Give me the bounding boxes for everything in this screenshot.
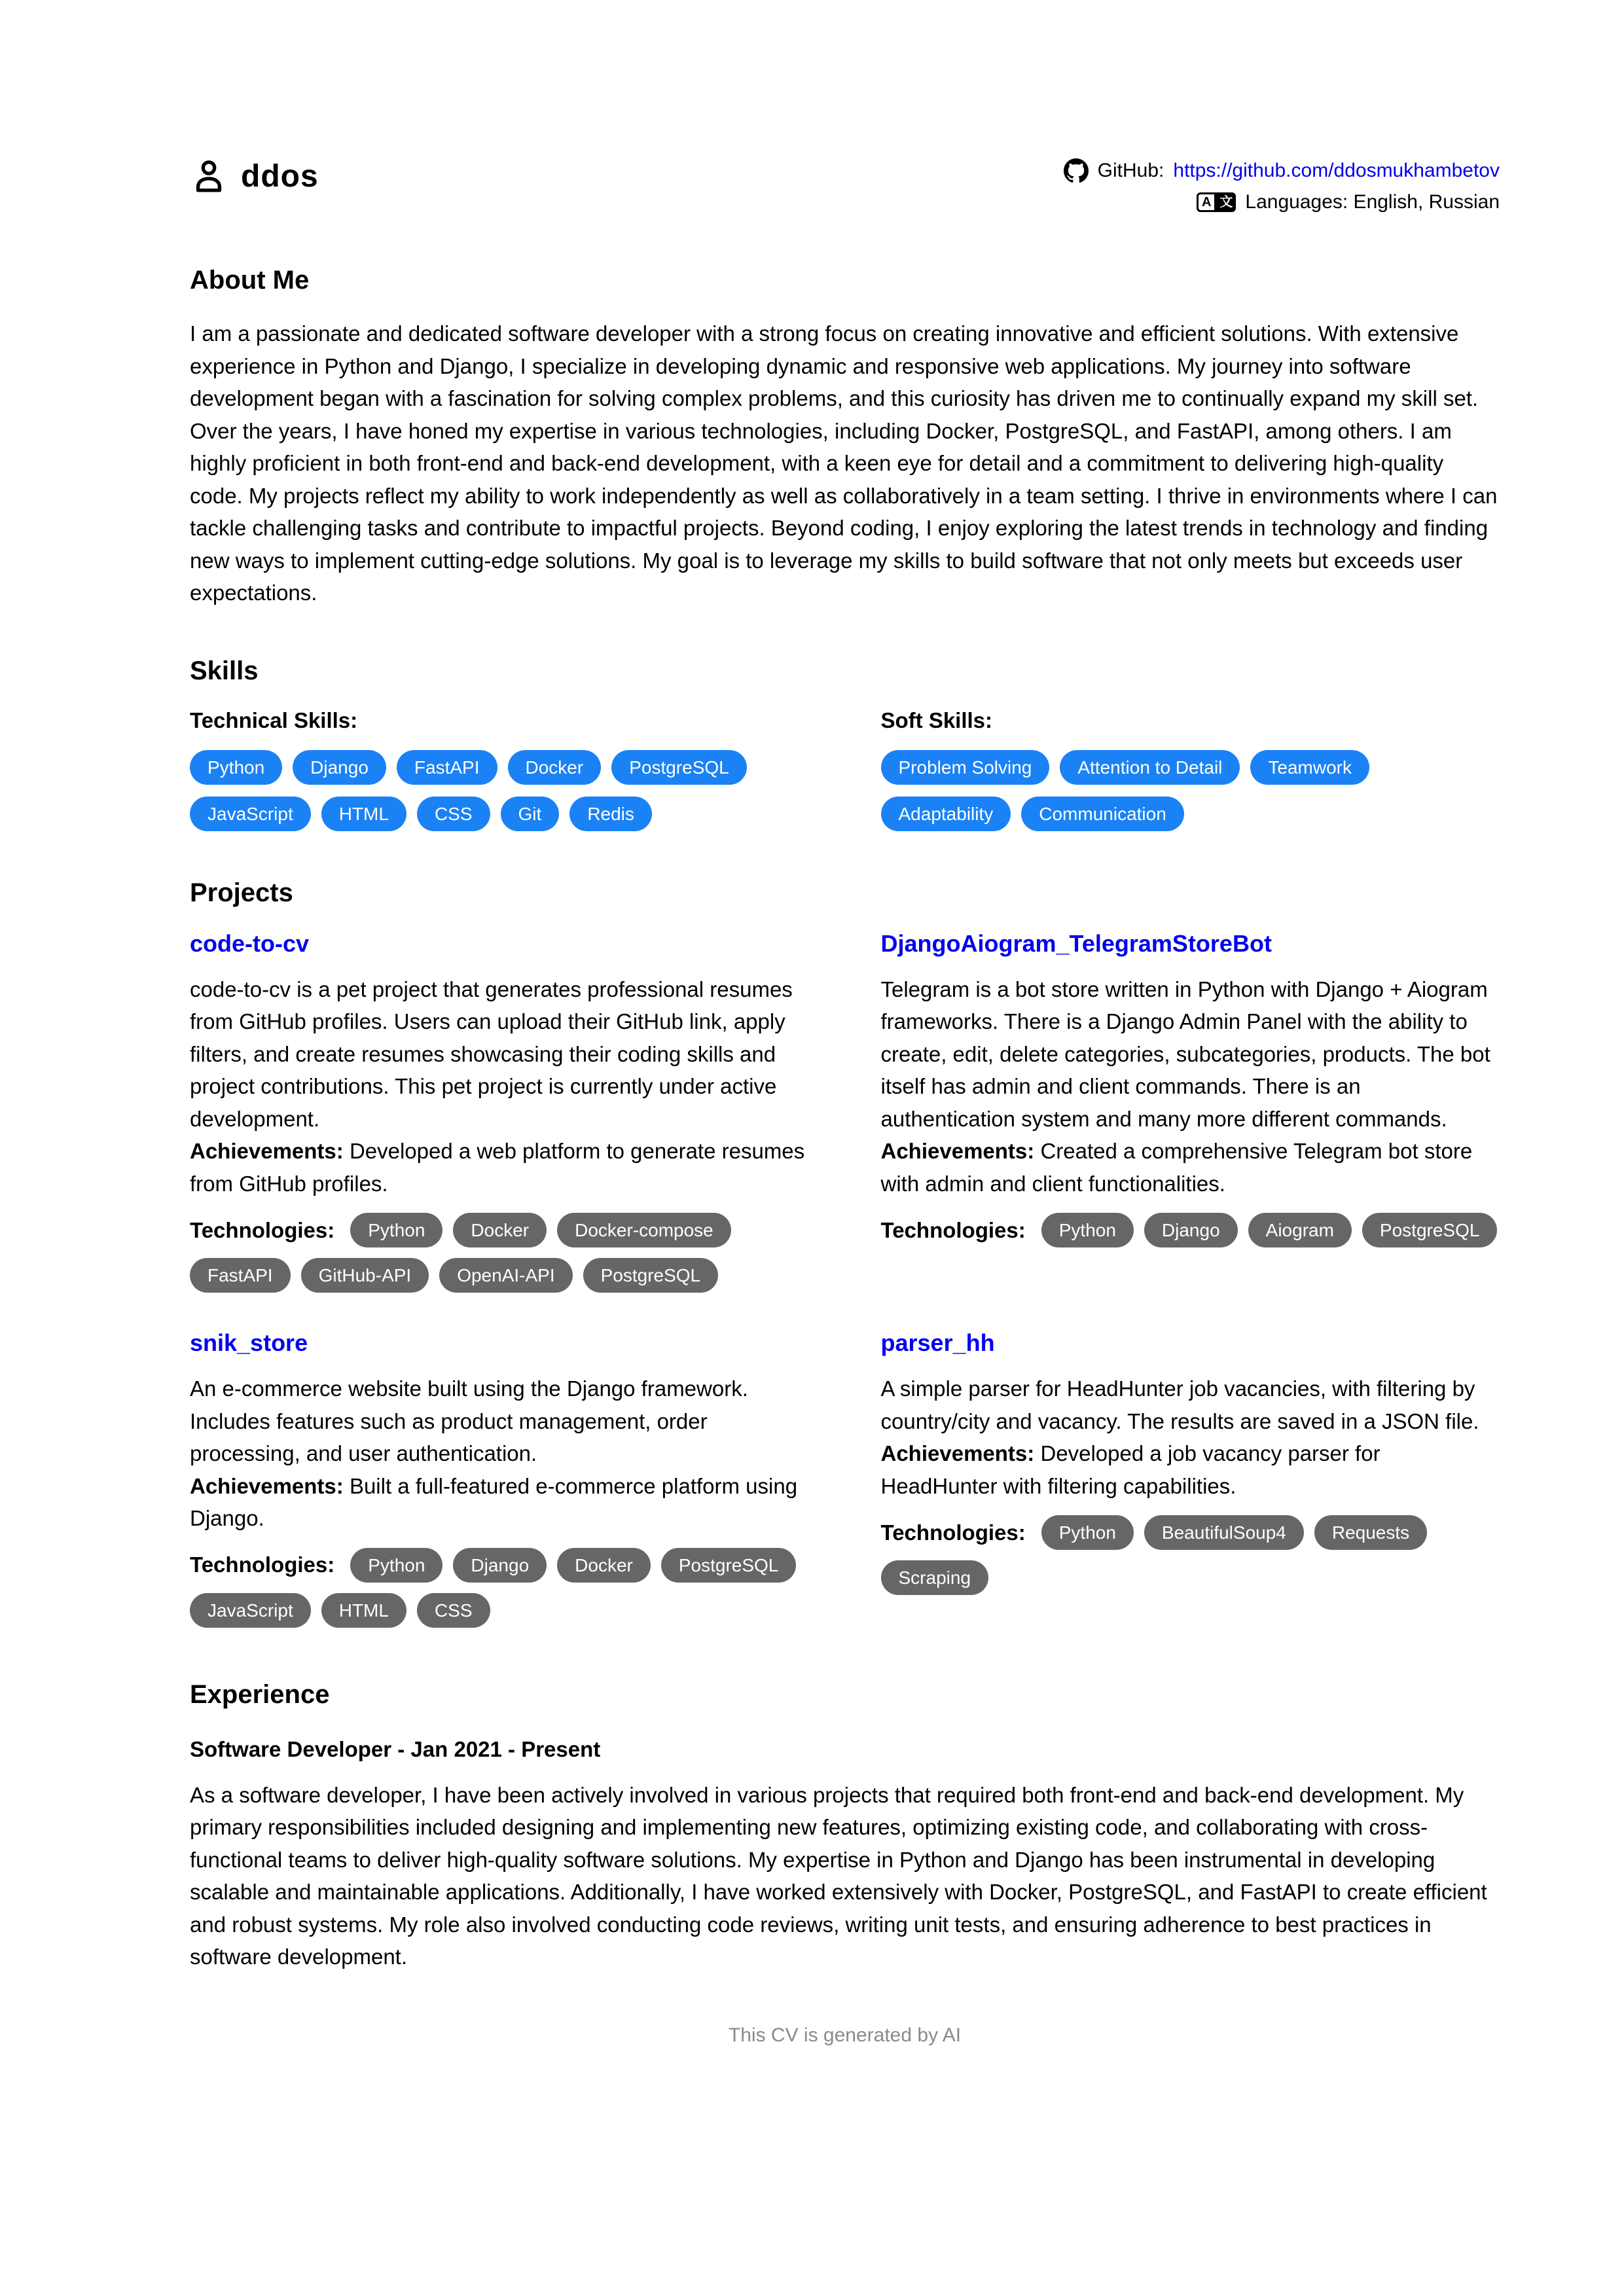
technical-skill-pill: Django bbox=[293, 750, 386, 785]
technology-pill: Aiogram bbox=[1248, 1213, 1352, 1247]
technologies-line bbox=[190, 1548, 809, 1628]
skills-grid bbox=[190, 708, 1500, 831]
skills-title: Skills bbox=[190, 656, 259, 685]
technology-pill: BeautifulSoup4 bbox=[1144, 1515, 1304, 1550]
project-description: Telegram is a bot store written in Python with Django + Aiogram frameworks. There is a Django Admin Panel with the ability to create, edit, delete categories, subcategories, products. The bot itself has admin and client commands. There is an authentication system and many more different commands. bbox=[880, 977, 1490, 1131]
github-link[interactable]: https://github.com/ddosmukhambetov bbox=[1173, 160, 1500, 181]
technology-pill: Django bbox=[453, 1548, 547, 1583]
about-title: About Me bbox=[190, 266, 310, 295]
languages-line bbox=[1197, 191, 1500, 213]
soft-skills-column bbox=[881, 708, 1500, 831]
header bbox=[190, 157, 1500, 213]
technologies-label: Technologies: bbox=[190, 1217, 335, 1242]
technology-pill: Scraping bbox=[881, 1560, 989, 1595]
technology-pill: Django bbox=[1144, 1213, 1238, 1247]
achievements-label: Achievements: bbox=[880, 1441, 1041, 1465]
technology-pill: JavaScript bbox=[190, 1593, 311, 1628]
project-description: code-to-cv is a pet project that generates professional resumes from GitHub profiles. Users can upload their GitHub link, apply filters, and create resumes showcasing their coding skills and project contributions. This pet project is currently under active development. bbox=[190, 977, 793, 1131]
projects-title: Projects bbox=[190, 878, 293, 907]
project-card bbox=[881, 930, 1500, 1293]
technologies-line bbox=[881, 1515, 1500, 1595]
technology-pill: Docker bbox=[557, 1548, 651, 1583]
identity bbox=[190, 157, 319, 195]
project-title-link[interactable]: code-to-cv bbox=[190, 929, 310, 957]
technology-pill: PostgreSQL bbox=[661, 1548, 797, 1583]
achievements-label: Achievements: bbox=[880, 1139, 1041, 1163]
technical-skill-pill: Docker bbox=[508, 750, 602, 785]
technology-pill: FastAPI bbox=[190, 1258, 291, 1293]
technology-pill: Python bbox=[350, 1548, 442, 1583]
project-description: An e-commerce website built using the Django framework. Includes features such as product management, order processing, and user authentication. bbox=[190, 1376, 748, 1465]
soft-skill-pill: Problem Solving bbox=[881, 750, 1050, 785]
technologies-label: Technologies: bbox=[880, 1520, 1026, 1545]
footer-note: This CV is generated by AI bbox=[728, 2024, 962, 2046]
section-skills bbox=[190, 656, 1500, 831]
project-achievements: Achievements: Developed a job vacancy parser for HeadHunter with filtering capabilities. bbox=[880, 1441, 1380, 1498]
soft-skills-pills bbox=[881, 750, 1500, 831]
soft-skills-label: Soft Skills: bbox=[880, 708, 993, 732]
technical-skill-pill: Python bbox=[190, 750, 282, 785]
technical-skill-pill: JavaScript bbox=[190, 797, 311, 831]
technology-pill: PostgreSQL bbox=[583, 1258, 719, 1293]
technical-skill-pill: Git bbox=[501, 797, 560, 831]
about-body: I am a passionate and dedicated software developer with a strong focus on creating innovative and efficient solutions. With extensive experience in Python and Django, I specialize in developing dynamic and responsive web applications. My journey into software development began with a fascination for solving complex problems, and this curiosity has driven me to continually expand my skill set. Over the years, I have honed my expertise in various technologies, including Docker, PostgreSQL, and FastAPI, among others. I am highly proficient in both front-end and back-end development, with a keen eye for detail and a commitment to delivering high-quality code. My projects reflect my ability to work independently as well as collaboratively in a team setting. I thrive in environments where I can tackle challenging tasks and contribute to impactful projects. Beyond coding, I enjoy exploring the latest trends in technology and finding new ways to implement cutting-edge solutions. My goal is to leverage my skills to build software that not only meets but exceeds user expectations. bbox=[190, 321, 1498, 605]
person-icon bbox=[190, 157, 228, 195]
technical-skill-pill: HTML bbox=[321, 797, 406, 831]
achievements-label: Achievements: bbox=[190, 1473, 350, 1498]
technologies-line bbox=[190, 1213, 809, 1293]
project-title-link[interactable]: snik_store bbox=[190, 1329, 308, 1356]
technical-skills-column bbox=[190, 708, 809, 831]
technology-pill: Python bbox=[1041, 1213, 1134, 1247]
technology-pill: Requests bbox=[1314, 1515, 1427, 1550]
soft-skill-pill: Attention to Detail bbox=[1060, 750, 1240, 785]
project-title-link[interactable]: parser_hh bbox=[880, 1329, 995, 1356]
github-line bbox=[1064, 158, 1500, 183]
technology-pill: GitHub-API bbox=[301, 1258, 429, 1293]
technology-pill: Python bbox=[1041, 1515, 1134, 1550]
project-title-link[interactable]: DjangoAiogram_TelegramStoreBot bbox=[880, 929, 1272, 957]
technical-skill-pill: Redis bbox=[569, 797, 652, 831]
project-achievements: Achievements: Developed a web platform to generate resumes from GitHub profiles. bbox=[190, 1139, 805, 1196]
technology-pill: Docker bbox=[453, 1213, 547, 1247]
projects-grid bbox=[190, 930, 1500, 1628]
achievements-label: Achievements: bbox=[190, 1139, 350, 1163]
technical-skills-label: Technical Skills: bbox=[190, 708, 358, 732]
project-description: A simple parser for HeadHunter job vacancies, with filtering by country/city and vacancy. The results are saved in a JSON file. bbox=[880, 1376, 1479, 1433]
project-achievements: Achievements: Created a comprehensive Telegram bot store with admin and client functionalities. bbox=[880, 1139, 1473, 1196]
technologies-label: Technologies: bbox=[880, 1217, 1026, 1242]
github-label: GitHub: bbox=[1097, 160, 1164, 181]
technical-skills-pills bbox=[190, 750, 809, 831]
github-icon bbox=[1064, 158, 1089, 183]
section-about bbox=[190, 266, 1500, 609]
section-projects bbox=[190, 878, 1500, 1628]
section-experience bbox=[190, 1680, 1500, 1973]
soft-skill-pill: Teamwork bbox=[1250, 750, 1369, 785]
project-card bbox=[190, 1329, 809, 1628]
profile-name: ddos bbox=[241, 158, 319, 194]
technology-pill: Docker-compose bbox=[557, 1213, 731, 1247]
technical-skill-pill: PostgreSQL bbox=[611, 750, 747, 785]
soft-skill-pill: Communication bbox=[1021, 797, 1184, 831]
technology-pill: HTML bbox=[321, 1593, 406, 1628]
project-achievements: Achievements: Built a full-featured e-commerce platform using Django. bbox=[190, 1473, 798, 1530]
experience-role: Software Developer - Jan 2021 - Present bbox=[190, 1736, 601, 1761]
technical-skill-pill: FastAPI bbox=[397, 750, 497, 785]
project-card bbox=[190, 930, 809, 1293]
technologies-line bbox=[881, 1213, 1500, 1247]
languages-icon: A 文 bbox=[1197, 192, 1236, 212]
technology-pill: Python bbox=[350, 1213, 442, 1247]
experience-body: As a software developer, I have been actively involved in various projects that required both front-end and back-end development. My primary responsibilities included designing and implementing new features, optimizing existing code, and collaborating with cross-functional teams to deliver high-quality software solutions. My expertise in Python and Django has been instrumental in developing scalable and maintainable applications. Additionally, I have worked extensively with Docker, PostgreSQL, and FastAPI to create efficient and robust systems. My role also involved conducting code reviews, writing unit tests, and ensuring adherence to best practices in software development. bbox=[190, 1782, 1487, 1969]
languages-text: Languages: English, Russian bbox=[1245, 191, 1500, 213]
technology-pill: CSS bbox=[417, 1593, 490, 1628]
experience-title: Experience bbox=[190, 1679, 330, 1709]
soft-skill-pill: Adaptability bbox=[881, 797, 1011, 831]
technologies-label: Technologies: bbox=[190, 1552, 335, 1577]
technology-pill: PostgreSQL bbox=[1362, 1213, 1498, 1247]
project-card bbox=[881, 1329, 1500, 1628]
technical-skill-pill: CSS bbox=[417, 797, 490, 831]
contact-block bbox=[1064, 158, 1500, 213]
technology-pill: OpenAI-API bbox=[439, 1258, 572, 1293]
